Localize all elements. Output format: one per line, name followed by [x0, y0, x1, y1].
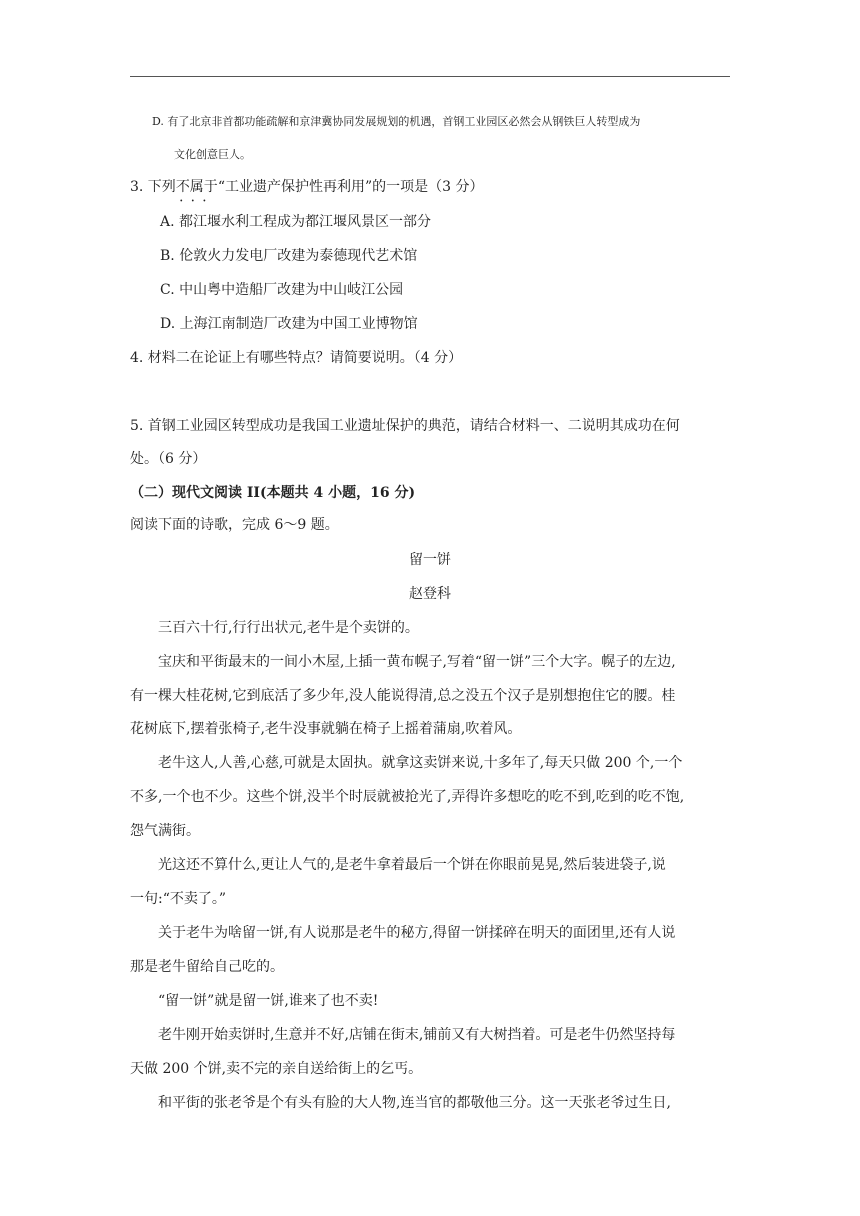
story-line: 和平街的张老爷是个有头有脸的大人物,连当官的都敬他三分。这一天张老爷过生日, — [158, 1095, 671, 1111]
q2-option-d-line2: 文化创意巨人。 — [174, 148, 251, 161]
story-title: 留一饼 — [409, 552, 451, 568]
story-line: 老牛这人,人善,心慈,可就是太固执。就拿这卖饼来说,十多年了,每天只做 200 个,一个 — [158, 755, 683, 771]
q3-stem — [130, 177, 483, 197]
story-line: 花树底下,摆着张椅子,老牛没事就躺在椅子上摇着蒲扇,吹着风。 — [130, 721, 522, 737]
story-line: 宝庆和平街最末的一间小木屋,上插一黄布幌子,写着“留一饼”三个大字。幌子的左边, — [158, 654, 676, 670]
story-line: 怨气满街。 — [130, 823, 200, 839]
q3-option-b: B. 伦敦火力发电厂改建为泰德现代艺术馆 — [160, 248, 418, 264]
header-rule — [130, 76, 730, 77]
q3-stem-prefix: 3. 下列 — [130, 179, 176, 195]
q3-option-a: A. 都江堰水利工程成为都江堰风景区一部分 — [160, 214, 432, 230]
story-line: 三百六十行,行行出状元,老牛是个卖饼的。 — [158, 620, 419, 636]
section-heading: （二）现代文阅读 II(本题共 4 小题，16 分) — [130, 485, 416, 501]
story-line: 有一棵大桂花树,它到底活了多少年,没人能说得清,总之没五个汉子是别想抱住它的腰。桂 — [130, 688, 676, 704]
q2-option-d-line1: D. 有了北京非首都功能疏解和京津冀协同发展规划的机遇，首钢工业园区必然会从钢铁巨人转型成为 — [152, 115, 641, 128]
story-line: “留一饼”就是留一饼,谁来了也不卖! — [158, 993, 379, 1009]
story-line: 光这还不算什么,更让人气的,是老牛拿着最后一个饼在你眼前晃晃,然后装进袋子,说 — [158, 857, 666, 873]
story-line: 天做 200 个饼,卖不完的亲自送给街上的乞丐。 — [130, 1061, 423, 1077]
q3-stem-emphasis: 不属于 ••• — [176, 177, 218, 197]
q3-option-c: C. 中山粤中造船厂改建为中山岐江公园 — [160, 282, 404, 298]
q5-stem-line1: 5. 首钢工业园区转型成功是我国工业遗址保护的典范，请结合材料一、二说明其成功在何 — [130, 418, 680, 434]
story-line: 老牛刚开始卖饼时,生意并不好,店铺在街末,铺前又有大树挡着。可是老牛仍然坚持每 — [158, 1027, 676, 1043]
q5-stem-line2: 处。（6 分） — [130, 451, 207, 467]
section-instruction: 阅读下面的诗歌，完成 6～9 题。 — [130, 517, 339, 533]
q4-stem: 4. 材料二在论证上有哪些特点？请简要说明。（4 分） — [130, 350, 463, 366]
story-line: 一句:“不卖了。” — [130, 891, 227, 907]
q3-option-d: D. 上海江南制造厂改建为中国工业博物馆 — [160, 316, 418, 332]
story-author: 赵登科 — [409, 586, 451, 602]
story-line: 那是老牛留给自己吃的。 — [130, 959, 284, 975]
story-line: 关于老牛为啥留一饼,有人说那是老牛的秘方,得留一饼揉碎在明天的面团里,还有人说 — [158, 925, 676, 941]
q3-stem-suffix: “工业遗产保护性再利用”的一项是（3 分） — [217, 179, 484, 195]
story-line: 不多,一个也不少。这些个饼,没半个时辰就被抢光了,弄得许多想吃的吃不到,吃到的吃不饱, — [130, 789, 685, 805]
